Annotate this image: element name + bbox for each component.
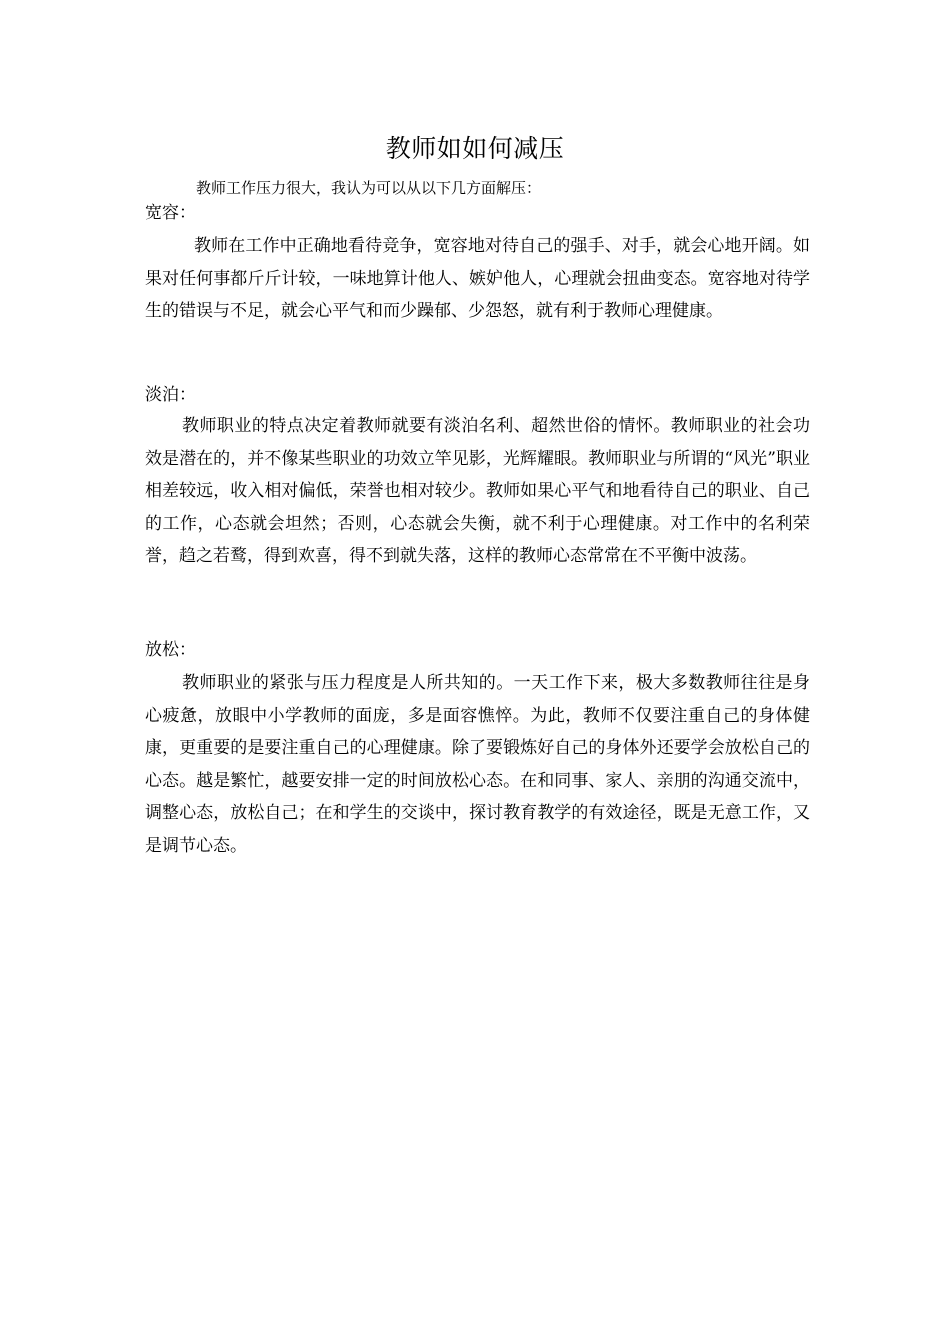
document-title: 教师如如何减压 bbox=[385, 134, 565, 163]
section-body-tolerance: 教师在工作中正确地看待竞争，宽容地对待自己的强手、对手，就会心地开阔。如果对任何事都斤斤计较，一味地算计他人、嫉妒他人，心理就会扭曲变态。宽容地对待学生的错误与不足，就会心平气和而少躁郁、少怨怒，就有利于教师心理健康。 bbox=[145, 236, 810, 322]
section-body-relaxation: 教师职业的紧张与压力程度是人所共知的。一天工作下来，极大多数教师往往是身心疲惫，放眼中小学教师的面庞，多是面容憔悴。为此，教师不仅要注重自己的身体健康，更重要的是要注重自己的心理健康。除了要锻炼好自己的身体外还要学会放松自己的心态。越是繁忙，越要安排一定的时间放松心态。在和同事、家人、亲朋的沟通交流中，调整心态，放松自己；在和学生的交谈中，探讨教育教学的有效途径，既是无意工作，又是调节心态。 bbox=[145, 673, 810, 856]
section-heading-relaxation: 放松： bbox=[145, 640, 196, 660]
section-body-indifference: 教师职业的特点决定着教师就要有淡泊名利、超然世俗的情怀。教师职业的社会功效是潜在的，并不像某些职业的功效立竿见影，光辉耀眼。教师职业与所谓的“风光”职业相差较远，收入相对偏低，荣誉也相对较少。教师如果心平气和地看待自己的职业、自己的工作，心态就会坦然；否则，心态就会失衡，就不利于心理健康。对工作中的名利荣誉，趋之若鹜，得到欢喜，得不到就失落，这样的教师心态常常在不平衡中波荡。 bbox=[145, 416, 810, 567]
section-heading-tolerance: 宽容： bbox=[145, 203, 196, 223]
intro-line: 教师工作压力很大，我认为可以从以下几方面解压： bbox=[196, 179, 542, 197]
section-heading-indifference: 淡泊： bbox=[145, 385, 196, 405]
